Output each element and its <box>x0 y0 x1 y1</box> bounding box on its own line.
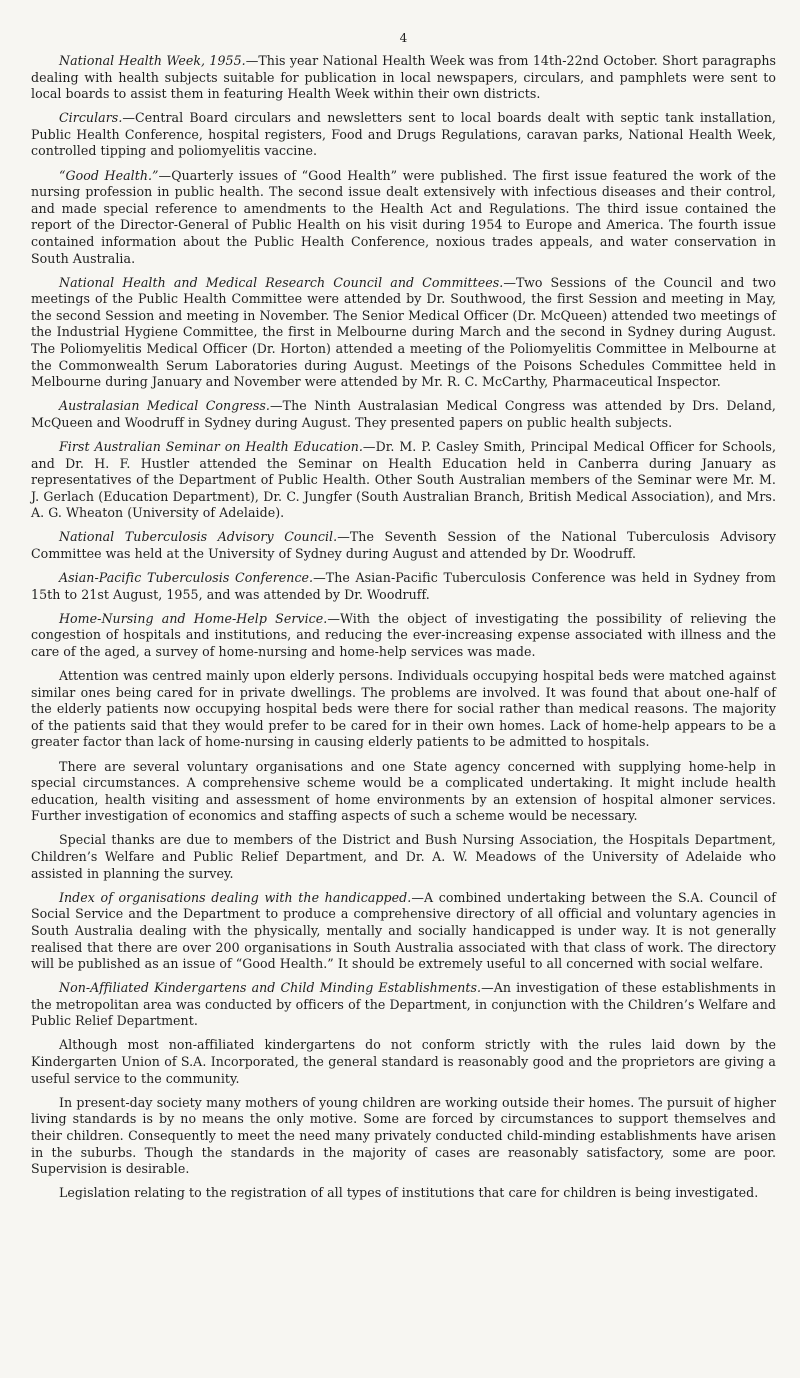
paragraph <box>31 570 776 603</box>
page-number: 4 <box>399 31 408 45</box>
paragraph-text: —Quarterly issues of “Good Health” were published. The first issue featured the work of the nursing profession in public health. The second issue dealt extensively with infectious diseases and their control, and made special reference to amendments to the Health Act and Regulations. The third issue contained the report of the Director-General of Public Health on his visit during 1954 to Europe and America. The fourth issue contained information about the Public Health Conference, noxious trades appeals, and water conservation in South Australia. <box>31 167 776 266</box>
paragraph-text: —This year National Health Week was from 14th-22nd October. Short paragraphs dealing with health subjects suitable for publication in local newspapers, circulars, and pamphlets were sent to local boards to assist them in featuring Health Week within their own districts. <box>31 53 776 102</box>
paragraph-heading: Index of organisations dealing with the handicapped. <box>59 889 412 905</box>
paragraph-heading: National Health and Medical Research Council and Committees. <box>59 274 504 290</box>
paragraph-heading: National Tuberculosis Advisory Council. <box>59 529 338 545</box>
paragraph-heading: “Good Health.” <box>59 167 159 183</box>
paragraph-text: —The Ninth Australasian Medical Congress was attended by Drs. Deland, McQueen and Woodruff in Sydney during August. They presented papers on public health subjects. <box>31 398 776 430</box>
paragraph-text: Although most non-affiliated kindergartens do not conform strictly with the rules laid down by the Kindergarten Union of S.A. Incorporated, the general standard is reasonably good and the proprietors are giving a useful service to the community. <box>31 1037 776 1086</box>
document-body <box>31 53 776 1202</box>
paragraph-text: —With the object of investigating the possibility of relieving the congestion of hospitals and institutions, and reducing the ever-increasing expense associated with illness and the care of the aged, a survey of home-nursing and home-help services was made. <box>31 610 777 659</box>
paragraph <box>31 439 776 522</box>
paragraph <box>31 529 776 562</box>
paragraph <box>31 1095 776 1178</box>
paragraph-text: There are several voluntary organisations and one State agency concerned with supplying home-help in special circumstances. A comprehensive scheme would be a complicated undertaking. It might include health education, health visiting and assessment of home environments by an extension of hospital almoner services. Further investigation of economics and staffing aspects of such a scheme would be necessary. <box>31 758 776 824</box>
paragraph-text: —A combined undertaking between the S.A. Council of Social Service and the Department to produce a comprehensive directory of all official and voluntary agencies in South Australia dealing with the physically, mentally and socially handicapped is under way. It is not generally realised that there are over 200 organisations in South Australia associated with that class of work. The directory will be published as an issue of “Good Health.” It should be extremely useful to all concerned with social welfare. <box>31 889 776 972</box>
paragraph <box>31 668 776 751</box>
paragraph <box>31 53 776 103</box>
paragraph-text: —An investigation of these establishments in the metropolitan area was conducted by officers of the Department, in conjunction with the Children’s Welfare and Public Relief Department. <box>31 980 776 1029</box>
paragraph-text: Attention was centred mainly upon elderly persons. Individuals occupying hospital beds were matched against similar ones being cared for in private dwellings. The problems are involved. It was found that about one-half of the elderly patients now occupying hospital beds were there for social rather than medical reasons. The majority of the patients said that they would prefer to be cared for in their own homes. Lack of home-help appears to be a greater factor than lack of home-nursing in causing elderly patients to be admitted to hospitals. <box>31 668 776 750</box>
paragraph <box>31 980 776 1030</box>
paragraph-text: In present-day society many mothers of young children are working outside their homes. The pursuit of higher living standards is by no means the only motive. Some are forced by circumstances to support themselves and their children. Consequently to meet the need many privately conducted child-minding establishments have arisen in the suburbs. Though the standards in the majority of cases are reasonably satisfactory, some are poor. Supervision is desirable. <box>31 1094 776 1177</box>
paragraph-text: Legislation relating to the registration of all types of institutions that care for children is being investigated. <box>59 1185 759 1201</box>
paragraph-text: —Two Sessions of the Council and two meetings of the Public Health Committee were attended by Dr. Southwood, the first Session and meeting in May, the second Session and meeting in November. The Senior Medical Officer (Dr. McQueen) attended two meetings of the Industrial Hygiene Committee, the first in Melbourne during March and the second in Sydney during August. The Poliomyelitis Medical Officer (Dr. Horton) attended a meeting of the Poliomyelitis Committee in Melbourne at the Commonwealth Serum Laboratories during August. Meetings of the Poisons Schedules Committee held in Melbourne during January and November were attended by Mr. R. C. McCarthy, Pharmaceutical Inspector. <box>31 274 776 390</box>
paragraph <box>31 759 776 825</box>
paragraph-heading: Asian-Pacific Tuberculosis Conference. <box>59 570 314 586</box>
paragraph-heading: National Health Week, 1955. <box>59 53 246 68</box>
paragraph-heading: First Australian Seminar on Health Education. <box>59 438 363 454</box>
paragraph-heading: Non-Affiliated Kindergartens and Child Minding Establishments. <box>59 980 482 996</box>
paragraph <box>31 398 776 431</box>
paragraph-text: —The Asian-Pacific Tuberculosis Conference was held in Sydney from 15th to 21st August, 1955, and was attended by Dr. Woodruff. <box>31 570 776 602</box>
paragraph-heading: Australasian Medical Congress. <box>59 398 270 414</box>
paragraph-heading: Home-Nursing and Home-Help Service. <box>59 610 328 626</box>
paragraph-heading: Circulars. <box>59 110 123 126</box>
paragraph <box>31 1037 776 1087</box>
paragraph <box>31 168 776 268</box>
paragraph <box>31 110 776 160</box>
paragraph <box>31 611 776 661</box>
paragraph <box>31 1185 776 1202</box>
paragraph-text: Special thanks are due to members of the District and Bush Nursing Association, the Hospitals Department, Children’s Welfare and Public Relief Department, and Dr. A. W. Meadows of the University of Adelaide who assisted in planning the survey. <box>31 832 776 881</box>
paragraph-text: —The Seventh Session of the National Tuberculosis Advisory Committee was held at the University of Sydney during August and attended by Dr. Woodruff. <box>31 529 777 562</box>
paragraph <box>31 832 776 882</box>
paragraph-text: —Central Board circulars and newsletters sent to local boards dealt with septic tank installation, Public Health Conference, hospital registers, Food and Drugs Regulations, caravan parks, National Health Week, controlled tipping and poliomyelitis vaccine. <box>31 110 776 159</box>
paragraph-text: —Dr. M. P. Casley Smith, Principal Medical Officer for Schools, and Dr. H. F. Hustler attended the Seminar on Health Education held in Canberra during January as representatives of the Department of Public Health. Other South Australian members of the Seminar were Mr. M. J. Gerlach (Education Department), Dr. C. Jungfer (South Australian Branch, British Medical Association), and Mrs. A. G. Wheaton (University of Adelaide). <box>31 438 776 521</box>
paragraph <box>31 890 776 973</box>
paragraph <box>31 275 776 391</box>
